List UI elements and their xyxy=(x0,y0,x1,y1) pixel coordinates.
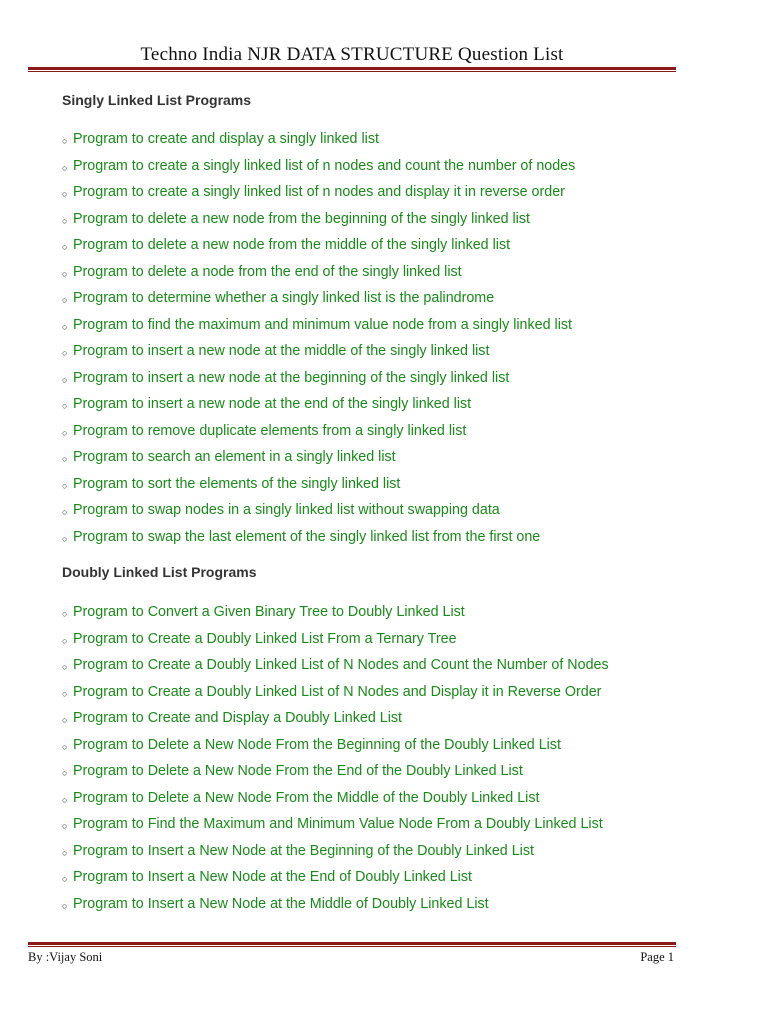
list-item xyxy=(62,314,575,341)
circle-bullet-icon: ○ xyxy=(62,609,68,619)
list-item xyxy=(62,628,609,655)
list-item xyxy=(62,526,575,553)
program-link[interactable]: Program to insert a new node at the beginning of the singly linked list xyxy=(73,369,510,386)
list-item xyxy=(62,420,575,447)
footer-author: By :Vijay Soni xyxy=(28,950,103,964)
circle-bullet-icon: ○ xyxy=(62,900,68,911)
program-link[interactable]: Program to create and display a singly linked list xyxy=(73,131,379,147)
program-link[interactable]: Program to Create a Doubly Linked List of N Nodes and Count the Number of Nodes xyxy=(73,657,609,673)
circle-bullet-icon: ○ xyxy=(62,688,68,699)
program-link[interactable]: Program to Find the Maximum and Minimum Value Node From a Doubly Linked List xyxy=(73,816,603,832)
list-item xyxy=(62,261,575,288)
list-item xyxy=(62,499,575,526)
program-link[interactable]: Program to create a singly linked list of n nodes and display it in reverse order xyxy=(73,184,565,200)
program-link[interactable]: Program to delete a new node from the middle of the singly linked list xyxy=(73,237,511,253)
circle-bullet-icon: ○ xyxy=(62,533,68,544)
program-link[interactable]: Program to search an element in a singly linked list xyxy=(73,449,396,465)
circle-bullet-icon: ○ xyxy=(62,635,68,646)
circle-bullet-icon: ○ xyxy=(62,321,68,332)
list-item xyxy=(62,681,609,708)
doubly-linked-list-programs xyxy=(62,601,609,919)
program-link[interactable]: Program to Delete a New Node From the Beginning of the Doubly Linked List xyxy=(73,736,561,753)
program-link[interactable]: Program to Convert a Given Binary Tree to Doubly Linked List xyxy=(73,604,465,620)
list-item xyxy=(62,287,575,314)
program-link[interactable]: Program to delete a new node from the beginning of the singly linked list xyxy=(73,210,530,227)
program-link[interactable]: Program to Insert a New Node at the Middle of Doubly Linked List xyxy=(73,895,489,912)
page-footer xyxy=(28,938,676,978)
list-item xyxy=(62,234,575,261)
list-item xyxy=(62,367,575,394)
footer-page-number: Page 1 xyxy=(640,950,674,964)
section-heading-doubly: Doubly Linked List Programs xyxy=(62,564,257,580)
circle-bullet-icon: ○ xyxy=(62,874,68,884)
list-item xyxy=(62,340,575,367)
singly-linked-list-programs xyxy=(62,128,575,552)
list-item xyxy=(62,787,609,814)
list-item xyxy=(62,446,575,473)
circle-bullet-icon: ○ xyxy=(62,715,68,725)
program-link[interactable]: Program to Insert a New Node at the Beginning of the Doubly Linked List xyxy=(73,842,534,859)
list-item xyxy=(62,813,609,840)
program-link[interactable]: Program to determine whether a singly linked list is the palindrome xyxy=(73,290,495,306)
program-link[interactable]: Program to insert a new node at the middle of the singly linked list xyxy=(73,343,490,359)
program-link[interactable]: Program to Create a Doubly Linked List From a Ternary Tree xyxy=(73,630,457,647)
circle-bullet-icon: ○ xyxy=(62,295,68,305)
program-link[interactable]: Program to Create a Doubly Linked List of N Nodes and Display it in Reverse Order xyxy=(73,683,602,700)
list-item xyxy=(62,893,609,920)
circle-bullet-icon: ○ xyxy=(62,348,68,358)
circle-bullet-icon: ○ xyxy=(62,741,68,752)
circle-bullet-icon: ○ xyxy=(62,189,68,199)
list-item xyxy=(62,128,575,155)
list-item xyxy=(62,393,575,420)
section-heading-singly: Singly Linked List Programs xyxy=(62,92,252,108)
page-header xyxy=(28,40,676,74)
list-item xyxy=(62,760,609,787)
program-link[interactable]: Program to Delete a New Node From the Middle of the Doubly Linked List xyxy=(73,789,540,806)
list-item xyxy=(62,840,609,867)
document-title: Techno India NJR DATA STRUCTURE Question List xyxy=(140,44,564,65)
circle-bullet-icon: ○ xyxy=(62,507,68,517)
program-link[interactable]: Program to create a singly linked list of n nodes and count the number of nodes xyxy=(73,157,576,174)
circle-bullet-icon: ○ xyxy=(62,768,68,778)
list-item xyxy=(62,866,609,893)
circle-bullet-icon: ○ xyxy=(62,268,68,279)
list-item xyxy=(62,734,609,761)
list-item xyxy=(62,181,575,208)
header-divider xyxy=(28,67,676,72)
circle-bullet-icon: ○ xyxy=(62,821,68,831)
program-link[interactable]: Program to Create and Display a Doubly Linked List xyxy=(73,710,402,726)
circle-bullet-icon: ○ xyxy=(62,374,68,385)
circle-bullet-icon: ○ xyxy=(62,136,68,146)
list-item xyxy=(62,654,609,681)
program-link[interactable]: Program to Insert a New Node at the End of Doubly Linked List xyxy=(73,869,472,885)
circle-bullet-icon: ○ xyxy=(62,427,68,438)
circle-bullet-icon: ○ xyxy=(62,215,68,226)
list-item xyxy=(62,473,575,500)
list-item xyxy=(62,707,609,734)
circle-bullet-icon: ○ xyxy=(62,454,68,464)
list-item xyxy=(62,208,575,235)
circle-bullet-icon: ○ xyxy=(62,401,68,411)
program-link[interactable]: Program to insert a new node at the end of the singly linked list xyxy=(73,396,472,412)
program-link[interactable]: Program to find the maximum and minimum value node from a singly linked list xyxy=(73,316,573,333)
list-item xyxy=(62,155,575,182)
program-link[interactable]: Program to sort the elements of the singly linked list xyxy=(73,475,401,492)
program-link[interactable]: Program to swap nodes in a singly linked list without swapping data xyxy=(73,502,500,518)
circle-bullet-icon: ○ xyxy=(62,794,68,805)
circle-bullet-icon: ○ xyxy=(62,480,68,491)
circle-bullet-icon: ○ xyxy=(62,162,68,173)
circle-bullet-icon: ○ xyxy=(62,847,68,858)
program-link[interactable]: Program to Delete a New Node From the End of the Doubly Linked List xyxy=(73,763,523,779)
program-link[interactable]: Program to remove duplicate elements from a singly linked list xyxy=(73,422,467,439)
footer-divider xyxy=(28,942,676,947)
list-item xyxy=(62,601,609,628)
program-link[interactable]: Program to swap the last element of the singly linked list from the first one xyxy=(73,528,541,545)
circle-bullet-icon: ○ xyxy=(62,662,68,672)
circle-bullet-icon: ○ xyxy=(62,242,68,252)
program-link[interactable]: Program to delete a node from the end of the singly linked list xyxy=(73,263,462,280)
